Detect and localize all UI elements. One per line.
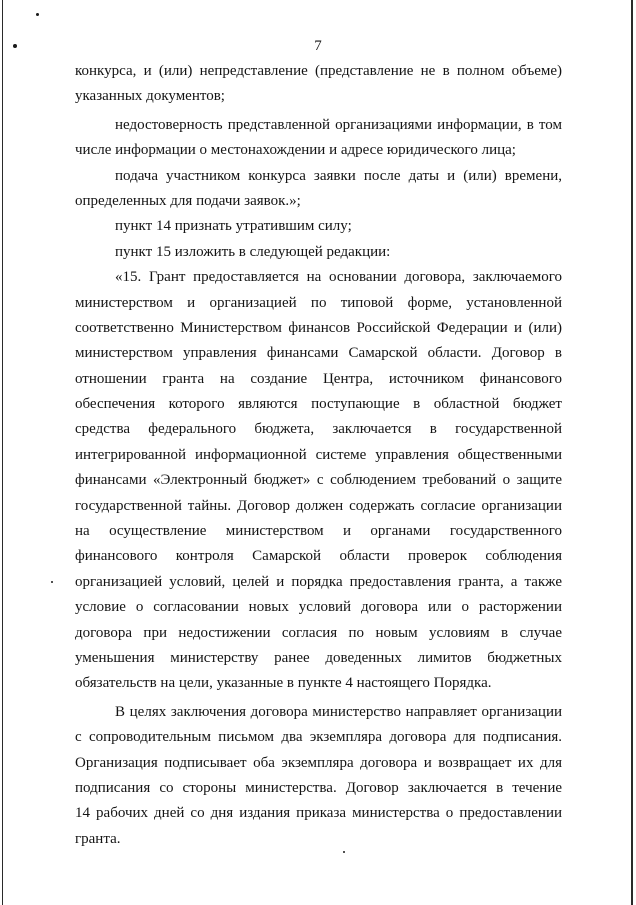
text-line: уменьшения министерству ранее доведенных лимитов бюджетных [75, 649, 562, 666]
text-line: подписания со стороны министерства. Договор заключается в течение [75, 779, 562, 796]
text-line: договора при недостижении согласия по новым условиям в случае [75, 624, 562, 641]
text-line: подача участником конкурса заявки после даты и (или) времени, [115, 167, 562, 184]
text-line: 14 рабочих дней со дня издания приказа министерства о предоставлении [75, 805, 562, 822]
scan-speck [36, 13, 39, 16]
text-line: организацией условий, целей и порядка предоставления гранта, а также [75, 573, 562, 590]
text-line: обеспечения которого являются поступающие в областной бюджет [75, 396, 562, 413]
text-line: отношении гранта на создание Центра, источником финансового [75, 370, 562, 387]
text-line: условие о согласовании новых условий договора или о расторжении [75, 599, 562, 616]
text-line: В целях заключения договора министерство направляет организации [115, 703, 562, 720]
scan-speck [51, 581, 53, 583]
text-line: с сопроводительным письмом два экземпляра договора для подписания. [75, 729, 562, 746]
text-line: Организация подписывает оба экземпляра договора и возвращает их для [75, 754, 562, 771]
text-line: интегрированной информационной системе управления общественными [75, 446, 562, 463]
text-line: определенных для подачи заявок.»; [75, 192, 301, 209]
text-line: финансового контроля Самарской области проверок соблюдения [75, 548, 562, 565]
text-line: обязательств на цели, указанные в пункте 4 настоящего Порядка. [75, 675, 492, 692]
text-line: гранта. [75, 830, 121, 847]
text-line: министерством и организацией по типовой форме, установленной [75, 294, 562, 311]
text-line: на осуществление министерством и органами государственного [75, 523, 562, 540]
page-number: 7 [314, 38, 322, 54]
text-line: числе информации о местонахождении и адресе юридического лица; [75, 142, 516, 159]
document-body [75, 59, 562, 852]
text-line: соответственно Министерством финансов Российской Федерации и (или) [75, 319, 562, 336]
text-line: средства федерального бюджета, заключается в государственной [75, 421, 562, 438]
text-line: конкурса, и (или) непредставление (представление не в полном объеме) [75, 63, 562, 79]
scan-edge-right [631, 0, 633, 905]
text-line: недостоверность представленной организациями информации, в том [115, 116, 562, 133]
text-line: государственной тайны. Договор должен содержать согласие организации [75, 497, 562, 514]
text-line: «15. Грант предоставляется на основании договора, заключаемого [115, 269, 562, 286]
text-line: финансами «Электронный бюджет» с соблюдением требований о защите [75, 472, 562, 489]
text-line: пункт 15 изложить в следующей редакции: [115, 243, 391, 260]
text-line: министерством управления финансами Самарской области. Договор в [75, 345, 562, 362]
text-line: пункт 14 признать утратившим силу; [115, 218, 352, 235]
text-line: указанных документов; [75, 88, 225, 105]
scan-edge-left [2, 0, 3, 905]
